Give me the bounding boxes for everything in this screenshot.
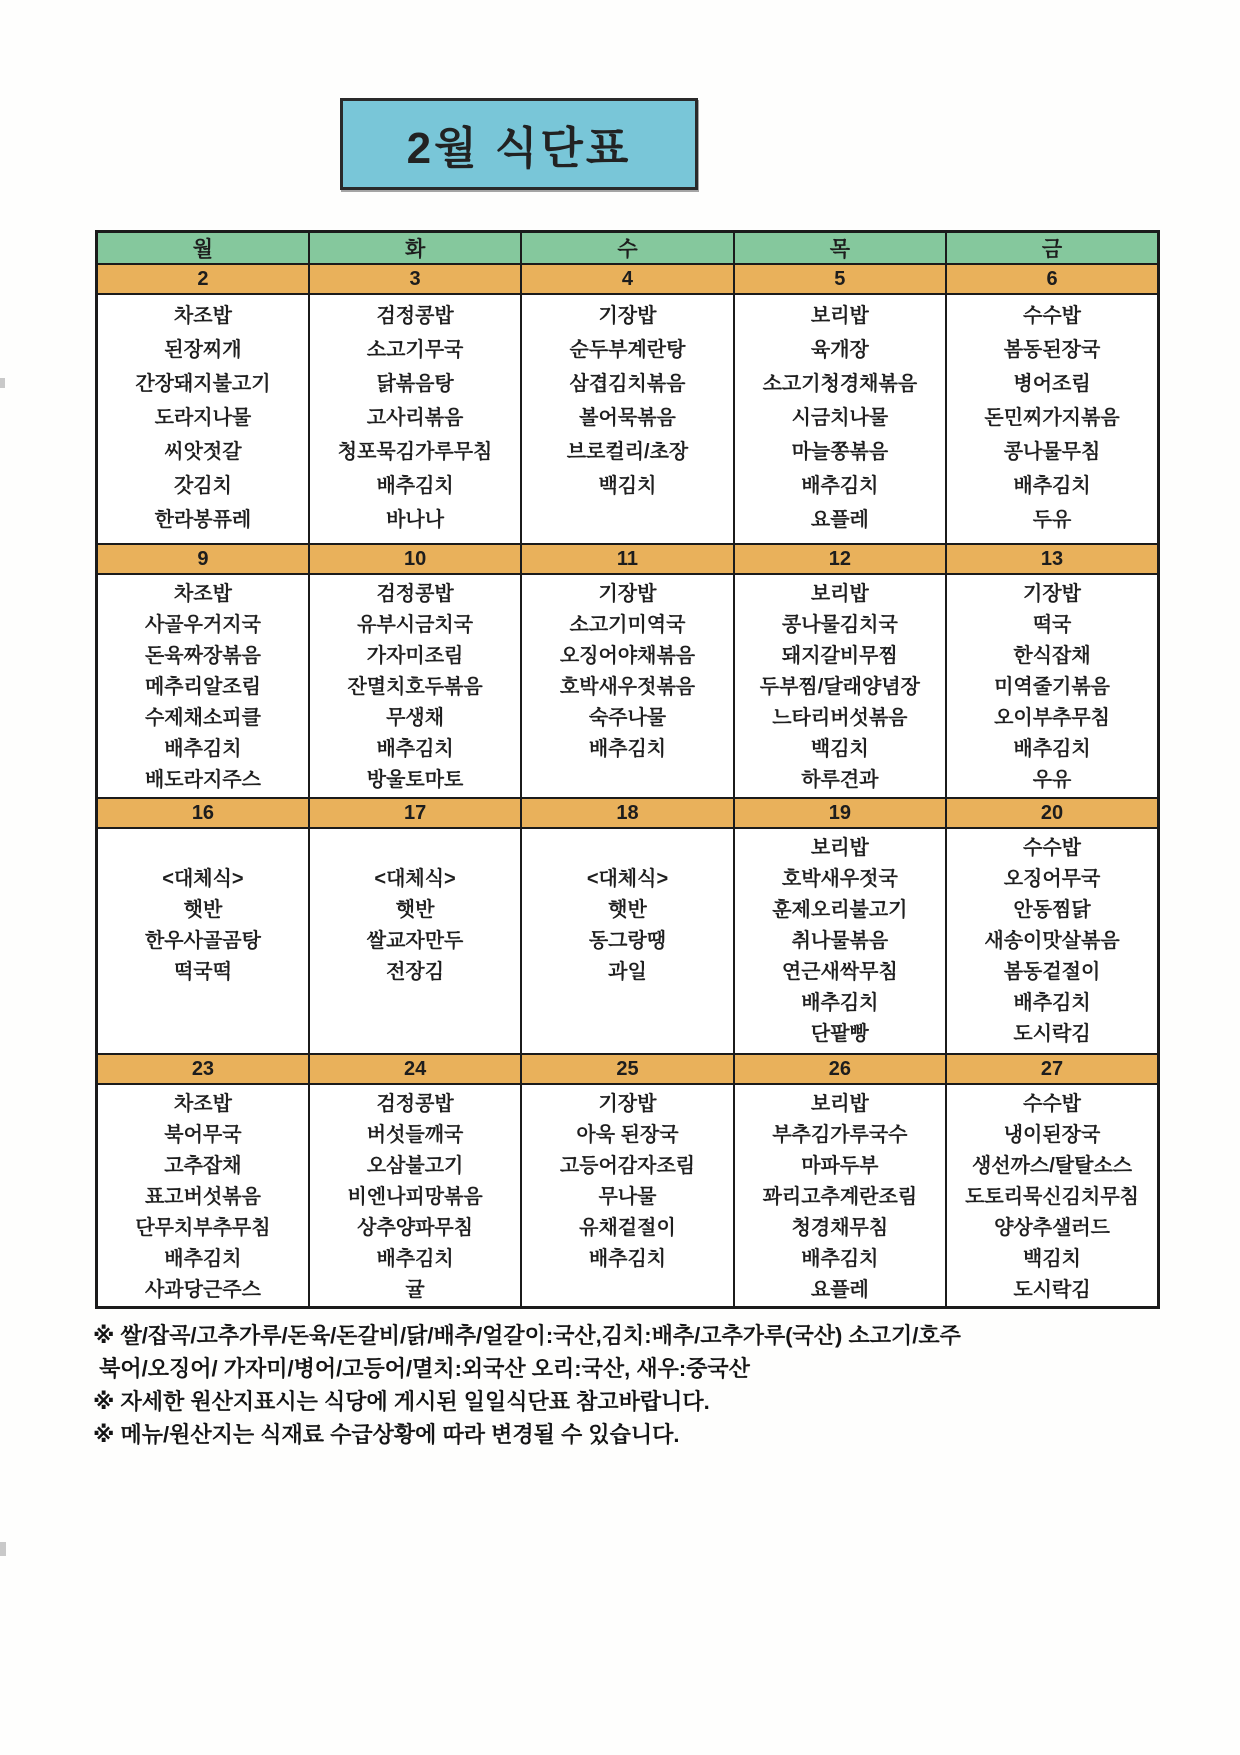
menu-cell [734,574,946,798]
menu-item: 백김치 [598,475,657,497]
menu-item: 오삼불고기 [366,1155,464,1177]
date-cell: 25 [521,1054,733,1084]
menu-item: 두부찜/달래양념장 [759,676,920,698]
menu-item: 배추김치 [1013,738,1091,760]
menu-item: 햇반 [183,899,223,921]
menu-item: 브로컬리/초장 [566,441,689,463]
note-line-origin-2: 북어/오징어/ 가자미/병어/고등어/멸치:외국산 오리:국산, 새우:중국산 [93,1356,750,1381]
menu-cell [309,1084,521,1308]
menu-item: 시금치나물 [791,407,889,429]
menu-cell [97,828,309,1054]
menu-item: 우유 [1032,769,1072,791]
date-cell: 12 [734,544,946,574]
menu-item: 도라지나물 [154,407,252,429]
menu-list [522,295,732,503]
menu-item: 귤 [405,1279,425,1301]
day-header-tue: 화 [309,232,521,265]
menu-item: 돈민찌가지볶음 [984,407,1120,429]
menu-item: 고추잡채 [164,1155,242,1177]
menu-item: 검정콩밥 [376,583,454,605]
menu-item: 배추김치 [1013,992,1091,1014]
menu-list [947,829,1157,1050]
menu-item: 수제채소피클 [144,707,261,729]
menu-item: 오징어야채볶음 [559,645,696,667]
menu-item: 갓김치 [173,475,232,497]
menu-list [310,295,520,537]
weekday-header-row [97,232,1159,265]
menu-item: 기장밥 [1023,583,1082,605]
date-cell: 9 [97,544,309,574]
menu-cell [521,574,733,798]
menu-cell [309,828,521,1054]
menu-item: 씨앗젓갈 [164,441,242,463]
menu-item: 쌀교자만두 [366,930,464,952]
menu-item: 생선까스/탈탈소스 [971,1155,1133,1177]
menu-cell [734,294,946,544]
menu-list [735,295,945,537]
menu-cell [946,828,1158,1054]
menu-item: 꽈리고추계란조림 [762,1186,918,1208]
menu-item: 바나나 [386,509,445,531]
menu-item: 오이부추무침 [994,707,1110,729]
menu-item: 백김치 [1023,1248,1082,1270]
menu-list [522,1085,732,1275]
week4-menu-row [97,1084,1159,1308]
note-line-detail: ※ 자세한 원산지표시는 식당에 게시된 일일식단표 참고바랍니다. [93,1389,710,1414]
menu-item: 병어조림 [1013,373,1091,395]
date-cell: 17 [309,798,521,828]
menu-item: 콩나물김치국 [781,614,898,636]
menu-item: 육개장 [810,339,869,361]
menu-list [947,575,1157,796]
menu-cell [946,1084,1158,1308]
date-cell: 3 [309,264,521,294]
menu-item: 봄동겉절이 [1003,961,1101,983]
menu-item: 표고버섯볶음 [144,1186,261,1208]
menu-item: 기장밥 [598,1093,657,1115]
menu-item: <대체식> [162,868,244,890]
menu-table [95,230,1160,1309]
menu-list [522,575,732,765]
origin-notes [93,1319,1173,1451]
menu-item: 소고기미역국 [569,614,686,636]
menu-item: 전장김 [386,961,445,983]
menu-cell [521,294,733,544]
menu-item: 청경채무침 [791,1217,889,1239]
menu-item: 사골우거지국 [144,614,261,636]
menu-list [98,829,308,988]
menu-list [522,829,732,988]
menu-cell [734,1084,946,1308]
menu-item: 북어무국 [164,1124,242,1146]
menu-item: 배추김치 [588,1248,667,1270]
menu-item: 콩나물무침 [1003,441,1101,463]
menu-item: 단팥빵 [810,1023,869,1045]
menu-item: 도시락김 [1013,1023,1091,1045]
menu-item: 가자미조림 [366,645,464,667]
menu-cell [309,574,521,798]
scan-artifact [0,1542,6,1556]
menu-item: 배추김치 [164,738,242,760]
menu-cell [946,294,1158,544]
date-cell: 24 [309,1054,521,1084]
menu-item: 두유 [1032,509,1072,531]
menu-item: 검정콩밥 [376,1093,454,1115]
menu-item: 소고기무국 [366,339,464,361]
menu-item: 보리밥 [810,1093,869,1115]
week1-dates-row [97,264,1159,294]
day-header-mon: 월 [97,232,309,265]
menu-item: 배추김치 [801,1248,879,1270]
menu-item: 배추김치 [164,1248,242,1270]
menu-item: 한라봉퓨레 [154,509,252,531]
menu-list [98,1085,308,1306]
note-line-origin-1: ※ 쌀/잡곡/고추가루/돈육/돈갈비/닭/배추/얼갈이:국산,김치:배추/고추가루(국산) 소고기/호주 [93,1323,961,1348]
date-cell: 11 [521,544,733,574]
menu-item: 요플레 [810,1279,869,1301]
page-title-text: 2월 식단표 [406,124,632,173]
menu-item: 차조밥 [173,305,232,327]
menu-item: 햇반 [395,899,435,921]
menu-item: 도토리묵신김치무침 [965,1186,1139,1208]
date-cell: 13 [946,544,1158,574]
menu-item: 사과당근주스 [144,1279,261,1301]
menu-item: 검정콩밥 [376,305,454,327]
menu-item: 보리밥 [810,305,869,327]
day-header-wed: 수 [521,232,733,265]
menu-item: 수수밥 [1023,837,1082,859]
week2-menu-row [97,574,1159,798]
menu-item: 아욱 된장국 [576,1124,679,1146]
menu-cell [946,574,1158,798]
menu-item: 호박새우젓국 [781,868,898,890]
menu-item: 유채겉절이 [579,1217,676,1239]
page-title [340,98,698,190]
menu-cell [521,828,733,1054]
menu-cell [97,1084,309,1308]
menu-item: 연근새싹무침 [781,961,898,983]
menu-item: 청포묵김가루무침 [337,441,493,463]
menu-item: 오징어무국 [1003,868,1101,890]
menu-item: 느타리버섯볶음 [772,707,908,729]
week4-dates-row [97,1054,1159,1084]
menu-item: 한식잡채 [1013,645,1091,667]
menu-item: 메추리알조림 [144,676,261,698]
week3-dates-row [97,798,1159,828]
menu-item: 호박새우젓볶음 [559,676,696,698]
date-cell: 5 [734,264,946,294]
menu-cell [734,828,946,1054]
menu-item: 닭볶음탕 [376,373,454,395]
date-cell: 4 [521,264,733,294]
menu-item: 배도라지주스 [144,769,261,791]
menu-item: 무생채 [386,707,445,729]
menu-item: 간장돼지불고기 [135,373,271,395]
menu-item: 소고기청경채볶음 [762,373,918,395]
menu-list [310,575,520,796]
date-cell: 18 [521,798,733,828]
menu-item: 봄동된장국 [1003,339,1101,361]
menu-item: 무나물 [598,1186,657,1208]
menu-item: 새송이맛살볶음 [984,930,1120,952]
day-header-fri: 금 [946,232,1158,265]
date-cell: 27 [946,1054,1158,1084]
menu-item: 배추김치 [801,475,879,497]
menu-list [735,1085,945,1306]
menu-item: 양상추샐러드 [994,1217,1110,1239]
menu-item: 돼지갈비무찜 [781,645,898,667]
date-cell: 20 [946,798,1158,828]
menu-item: 떡국떡 [173,961,232,983]
menu-item: 볼어묵볶음 [579,407,676,429]
menu-item: 수수밥 [1023,305,1082,327]
date-cell: 26 [734,1054,946,1084]
menu-item: 배추김치 [801,992,879,1014]
menu-item: 상추양파무침 [357,1217,474,1239]
menu-item: 백김치 [810,738,869,760]
date-cell: 16 [97,798,309,828]
week2-dates-row [97,544,1159,574]
menu-item: 배추김치 [588,738,667,760]
menu-item: 떡국 [1032,614,1072,636]
menu-item: 순두부계란탕 [569,339,686,361]
menu-item: 기장밥 [598,583,657,605]
menu-item: 배추김치 [376,738,454,760]
menu-item: 배추김치 [1013,475,1091,497]
menu-item: 안동찜닭 [1013,899,1091,921]
menu-list [310,829,520,988]
menu-item: 하루견과 [801,769,879,791]
date-cell: 23 [97,1054,309,1084]
menu-item: 수수밥 [1023,1093,1082,1115]
menu-item: 숙주나물 [588,707,667,729]
menu-list [735,829,945,1050]
menu-item: 차조밥 [173,1093,232,1115]
menu-cell [521,1084,733,1308]
menu-item: 차조밥 [173,583,232,605]
note-line-change: ※ 메뉴/원산지는 식재료 수급상황에 따라 변경될 수 있습니다. [93,1422,680,1447]
date-cell: 6 [946,264,1158,294]
menu-item: 고등어감자조림 [559,1155,696,1177]
menu-item: 냉이된장국 [1003,1124,1101,1146]
menu-item: 버섯들깨국 [366,1124,464,1146]
menu-item: 햇반 [608,899,647,921]
menu-cell [97,574,309,798]
menu-item: 비엔나피망볶음 [347,1186,483,1208]
menu-item: 기장밥 [598,305,657,327]
menu-item: 과일 [608,961,647,983]
menu-item: 한우사골곰탕 [144,930,261,952]
week3-menu-row [97,828,1159,1054]
menu-item: 잔멸치호두볶음 [347,676,483,698]
menu-item: 삼겹김치볶음 [569,373,686,395]
menu-item: 취나물볶음 [791,930,889,952]
menu-item: 보리밥 [810,583,869,605]
date-cell: 19 [734,798,946,828]
menu-list [310,1085,520,1306]
menu-cell [97,294,309,544]
menu-item: 마파두부 [801,1155,879,1177]
menu-list [98,575,308,796]
menu-item: 배추김치 [376,475,454,497]
menu-item: 단무치부추무침 [135,1217,271,1239]
week1-menu-row [97,294,1159,544]
date-cell: 10 [309,544,521,574]
menu-item: 된장찌개 [164,339,242,361]
menu-item: 고사리볶음 [366,407,464,429]
date-cell: 2 [97,264,309,294]
menu-item: 미역줄기볶음 [994,676,1110,698]
menu-item: <대체식> [374,868,456,890]
scan-artifact [0,378,5,388]
menu-item: 요플레 [810,509,869,531]
menu-item: 방울토마토 [366,769,464,791]
day-header-thu: 목 [734,232,946,265]
menu-cell [309,294,521,544]
menu-item: 배추김치 [376,1248,454,1270]
menu-item: 부추김가루국수 [772,1124,908,1146]
menu-list [947,1085,1157,1306]
menu-list [947,295,1157,537]
menu-item: 돈육짜장볶음 [144,645,261,667]
menu-item: 마늘쫑볶음 [791,441,889,463]
menu-item: 도시락김 [1013,1279,1091,1301]
menu-item: <대체식> [586,868,669,890]
menu-item: 유부시금치국 [357,614,474,636]
menu-item: 동그랑땡 [588,930,667,952]
menu-item: 훈제오리불고기 [772,899,908,921]
menu-item: 보리밥 [810,837,869,859]
menu-list [735,575,945,796]
menu-list [98,295,308,537]
